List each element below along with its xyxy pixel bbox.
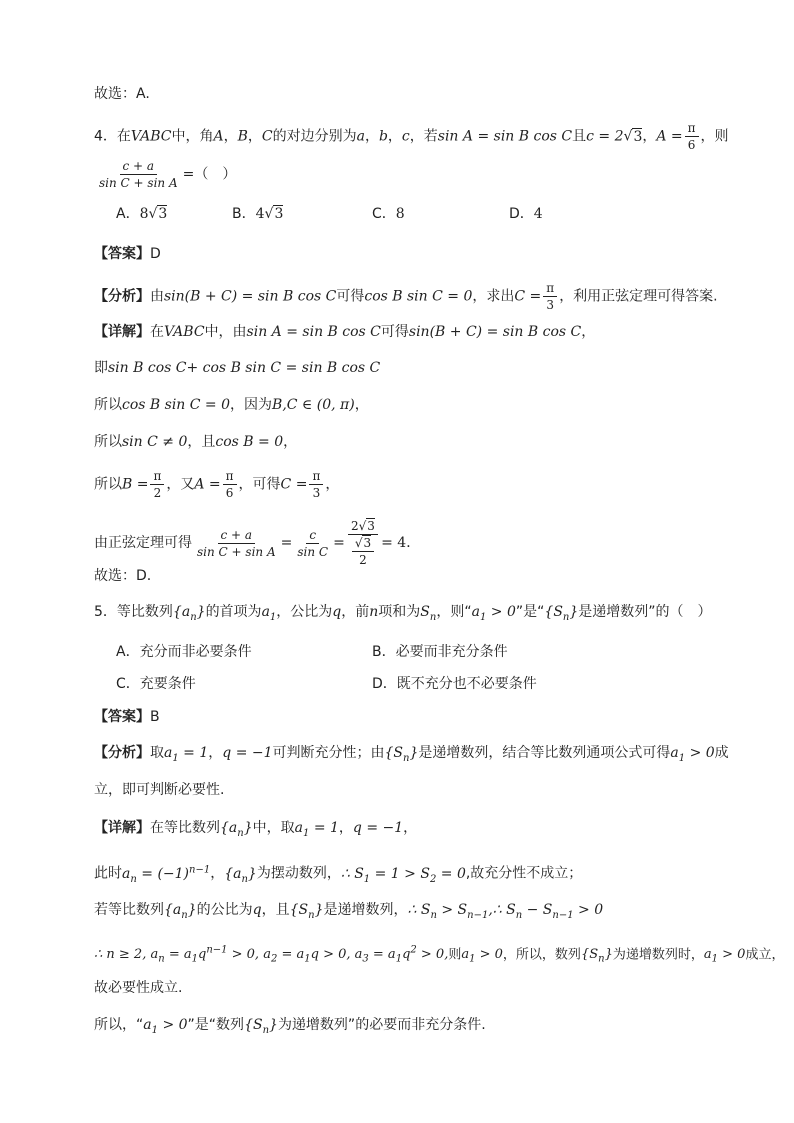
- q4-analysis: [94, 280, 718, 313]
- q4-text: 且: [572, 128, 587, 145]
- math: sin(B + C) = sin B cos C: [164, 288, 337, 305]
- frac-c-sinc: [294, 527, 331, 560]
- math: sin C ≠ 0: [122, 434, 188, 450]
- text: 取: [150, 745, 164, 761]
- frac-pi6: [223, 468, 237, 501]
- math: =: [333, 535, 345, 551]
- text: 可判断充分性；由: [272, 745, 385, 761]
- q4-text: ，若: [409, 128, 438, 145]
- q4-stem-line1: 4．在VABC中，角A，B，C的对边分别为a，b，c，若sin A = sin B cos C且c = 2√3，A = $\frac{\pi}{6}$ ，则: [94, 121, 729, 152]
- frac-num: π: [223, 468, 237, 485]
- text: 在: [150, 324, 164, 340]
- q5-detail-1: [94, 818, 417, 844]
- option-text: 既不充分也不必要条件: [396, 676, 537, 692]
- math: ∴ $S_n$ > $S_{n-1},\therefore$ $S_n - S_{n-1} > 0$: [407, 902, 604, 921]
- option-value: 8: [139, 206, 149, 222]
- math: $\{S_n\}$: [289, 902, 324, 921]
- option-text: 充分而非必要条件: [139, 644, 252, 660]
- option-text: 必要而非充分条件: [395, 644, 508, 660]
- math: $\{S_n\}$: [544, 604, 579, 623]
- frac-pi3: [309, 468, 323, 501]
- text: 若等比数列: [94, 902, 164, 918]
- q4-text: 在: [116, 128, 131, 145]
- math: =: [280, 535, 293, 551]
- q4-number: 4．: [94, 128, 117, 145]
- option-label: C．: [116, 676, 140, 692]
- q5-detail-4: [94, 941, 784, 970]
- q4-var: C: [261, 128, 273, 145]
- math: $a_n = (-1)^{n-1}$: [122, 864, 211, 885]
- text: ,故充分性不成立；: [465, 865, 583, 882]
- analysis-tag: 【分析】: [94, 288, 150, 305]
- text: ”是“: [515, 604, 545, 620]
- option-value: 4: [255, 206, 265, 222]
- frac-main: [194, 527, 279, 560]
- text: 中，由: [204, 324, 247, 340]
- option-value: 4: [533, 206, 543, 222]
- math: = 4: [381, 535, 407, 551]
- math: n: [369, 604, 379, 620]
- text: ，: [338, 820, 353, 836]
- option-text: 充要条件: [139, 676, 196, 692]
- frac-den: 6: [225, 486, 234, 500]
- frac-num: 2√3: [348, 518, 378, 535]
- option-value: 8: [395, 206, 405, 222]
- text: 成: [714, 745, 729, 761]
- math: B =: [122, 476, 149, 493]
- q5-number: 5．: [94, 604, 117, 620]
- q4-var: c: [401, 128, 410, 145]
- math: q = −1: [352, 820, 404, 836]
- math: sin B cos C+ cos B sin C = sin B cos C: [108, 360, 381, 376]
- frac-den: [347, 535, 379, 568]
- frac-compound: [347, 518, 379, 568]
- math: $a_1 > 0$: [703, 947, 746, 965]
- text: 是递增数列，: [323, 902, 408, 918]
- q5-analysis-2: 立，即可判断必要性.: [94, 782, 225, 798]
- option-label: A．: [116, 644, 140, 660]
- q4-text: ，: [642, 128, 657, 145]
- option-radicand: 3: [274, 206, 284, 222]
- text: 项和为: [378, 604, 421, 620]
- option-label: D．: [509, 206, 534, 222]
- answer-value: B: [150, 709, 160, 725]
- q4-frac-main: [96, 158, 181, 191]
- q4-triangle: VABC: [130, 128, 172, 145]
- frac-den: sin C + sin A: [197, 544, 276, 559]
- math: $\{S_n\}$: [384, 745, 419, 764]
- math: $a_1 = 1$: [294, 820, 339, 839]
- text: 即: [94, 360, 108, 376]
- math: ∴ n ≥ 2, $a_n = a_1q^{n-1} > 0$, $a_2 = a_1q > 0$, $a_3 = a_1q^2 > 0$,: [94, 945, 449, 965]
- q5-detail-2: [94, 860, 582, 889]
- prev-conclusion: 故选：A.: [94, 86, 150, 102]
- q4-text: ，: [223, 128, 238, 145]
- text: 是递增数列，结合等比数列通项公式可得: [418, 745, 671, 761]
- text: ，又: [166, 476, 195, 493]
- math: q: [252, 902, 262, 918]
- text: 中，取: [252, 820, 295, 836]
- detail-tag: 【详解】: [94, 324, 150, 340]
- text: 所以，“: [94, 1017, 144, 1033]
- q4-blank: =（ ）: [182, 166, 237, 183]
- q5-option-b: [372, 642, 508, 662]
- analysis-tag: 【分析】: [94, 745, 150, 761]
- q4-detail-4: [94, 432, 297, 452]
- text: ，: [354, 397, 369, 413]
- math: $\{S_n\}$: [580, 947, 613, 965]
- frac-num: c: [306, 527, 319, 544]
- text: ，: [283, 434, 298, 450]
- math: $\{a_n\}$: [164, 902, 197, 921]
- math: $S_n$: [420, 604, 437, 623]
- math: sin A = sin B cos C: [246, 324, 381, 340]
- frac-den: sin C: [297, 544, 329, 559]
- math: ∴ $S_1 = 1 > S_2 = 0$: [340, 865, 466, 885]
- q4-option-c: [372, 204, 405, 224]
- q5-option-c: [116, 674, 196, 694]
- frac-den: 2: [153, 486, 162, 500]
- text: 所以: [94, 434, 122, 450]
- text: 可得: [336, 288, 365, 305]
- math: C =: [280, 476, 308, 493]
- inner-den: 2: [359, 553, 367, 567]
- text: ，前: [341, 604, 370, 620]
- q4-conclusion: 故选：D.: [94, 568, 152, 584]
- text: ，: [210, 865, 225, 882]
- q4-math: 3: [633, 128, 643, 145]
- math: $a_1 = 1$: [164, 745, 209, 764]
- text: ，利用正弦定理可得答案.: [559, 288, 718, 305]
- frac-den: 3: [312, 486, 321, 500]
- answer-value: D: [150, 246, 161, 262]
- q5-option-d: [372, 674, 537, 694]
- text: ，且: [261, 902, 290, 918]
- frac-num: c + a: [120, 158, 158, 175]
- text: ，: [208, 745, 223, 761]
- q4-detail-6: [94, 518, 420, 568]
- math: cos B sin C = 0: [364, 288, 473, 305]
- frac-den: 6: [687, 138, 696, 152]
- q4-text: ，则: [700, 128, 729, 145]
- q4-option-a: A．8√3: [116, 206, 168, 222]
- q4-detail-2: [94, 358, 380, 378]
- math: $\{a_n\}$: [220, 820, 253, 839]
- frac-num: π: [685, 120, 699, 137]
- option-radicand: 3: [158, 206, 168, 222]
- text: 可得: [380, 324, 409, 340]
- q4-option-d: [509, 204, 543, 224]
- math: $a_1 > 0$: [461, 947, 503, 965]
- math: $a_1 > 0$: [670, 745, 715, 764]
- text: ”是“数列: [187, 1017, 245, 1033]
- math: VABC: [164, 324, 205, 340]
- text: 为递增数列时，: [612, 947, 704, 963]
- math: C =: [514, 288, 542, 305]
- text: ，因为: [230, 397, 273, 413]
- text: 由正弦定理可得: [94, 535, 192, 551]
- text: 所以: [94, 397, 122, 413]
- num-radicand: 3: [367, 519, 375, 533]
- inner-radicand: 3: [363, 536, 372, 550]
- option-label: D．: [372, 676, 397, 692]
- q4-stem-line2: [94, 158, 236, 191]
- math: $\{a_n\}$: [224, 865, 257, 885]
- frac-pi3: [543, 280, 557, 313]
- text: 为递增数列”的必要而非充分条件.: [277, 1017, 486, 1033]
- text: ，: [325, 476, 340, 493]
- text: 所以: [94, 476, 122, 493]
- q4-text: ，: [247, 128, 262, 145]
- q4-option-b: B．4√3: [232, 206, 284, 222]
- math: $\{a_n\}$: [172, 604, 206, 623]
- option-label: B．: [232, 206, 256, 222]
- q4-text: 中，角: [171, 128, 214, 145]
- text: ．: [406, 535, 421, 551]
- text: 的首项为: [205, 604, 262, 620]
- math: $\{S_n\}$: [244, 1017, 278, 1036]
- q4-math: c = 2: [586, 128, 624, 145]
- option-label: C．: [372, 206, 396, 222]
- frac-den: sin C + sin A: [99, 176, 178, 190]
- math: cos B sin C = 0: [122, 397, 231, 413]
- text: 等比数列: [116, 604, 173, 620]
- text: 的公比为: [196, 902, 253, 918]
- text: 此时: [94, 865, 122, 882]
- math: $a_1 > 0$: [143, 1017, 188, 1036]
- text: ，: [403, 820, 418, 836]
- detail-tag: 【详解】: [94, 820, 150, 836]
- q4-text: 的对边分别为: [272, 128, 357, 145]
- q4-detail-1: [94, 322, 595, 342]
- frac-den: 3: [546, 298, 555, 312]
- answer-tag: 【答案】: [94, 709, 150, 725]
- math: cos B = 0: [215, 434, 284, 450]
- frac-num: π: [543, 280, 557, 297]
- math: q = −1: [222, 745, 273, 761]
- text: 为摆动数列，: [256, 865, 341, 882]
- num-coef: 2: [350, 519, 359, 533]
- q4-answer: [94, 244, 161, 264]
- option-label: A．: [116, 206, 140, 222]
- q4-var: B: [237, 128, 248, 145]
- q5-conclusion: [94, 1015, 486, 1041]
- answer-tag: 【答案】: [94, 246, 150, 262]
- frac-num: c + a: [218, 527, 256, 544]
- q5-option-a: [116, 642, 252, 662]
- q4-var: b: [378, 128, 388, 145]
- text: 在等比数列: [150, 820, 220, 836]
- q4-text: ，: [364, 128, 379, 145]
- q4-var: a: [356, 128, 365, 145]
- inner-num: √3: [352, 535, 374, 552]
- frac-pi2: [150, 468, 164, 501]
- math: $a_1 > 0$: [471, 604, 516, 623]
- text: ，求出: [472, 288, 515, 305]
- text: ，所以，数列: [502, 947, 581, 963]
- q4-math: A =: [656, 128, 683, 145]
- q4-detail-3: [94, 395, 369, 415]
- q5-analysis-1: [94, 743, 729, 769]
- math: sin(B + C) = sin B cos C: [408, 324, 582, 340]
- text: ，则“: [436, 604, 472, 620]
- q5-stem: [94, 602, 712, 628]
- q4-frac-pi6: [685, 120, 699, 153]
- text: 是递增数列”的（ ）: [578, 604, 712, 620]
- math: $a_1$: [261, 604, 277, 623]
- text: 成立，: [745, 947, 785, 963]
- q4-var: A: [213, 128, 224, 145]
- q5-answer: [94, 707, 160, 727]
- q4-text: ，: [387, 128, 402, 145]
- q5-detail-5: 故必要性成立.: [94, 980, 183, 996]
- q5-detail-3: [94, 900, 603, 926]
- frac-num: π: [150, 468, 164, 485]
- text: 则: [448, 947, 462, 963]
- option-label: B．: [372, 644, 396, 660]
- math: A =: [194, 476, 221, 493]
- text: ，: [581, 324, 596, 340]
- text: ，且: [187, 434, 216, 450]
- math: q: [332, 604, 342, 620]
- math: B,C ∈ (0, π): [272, 397, 355, 413]
- q4-math: sin A = sin B cos C: [437, 128, 573, 145]
- inner-frac: [352, 535, 374, 568]
- q4-detail-5: [94, 468, 339, 501]
- frac-num: π: [309, 468, 323, 485]
- text: ，可得: [238, 476, 281, 493]
- text: 由: [150, 288, 164, 305]
- text: ，公比为: [276, 604, 333, 620]
